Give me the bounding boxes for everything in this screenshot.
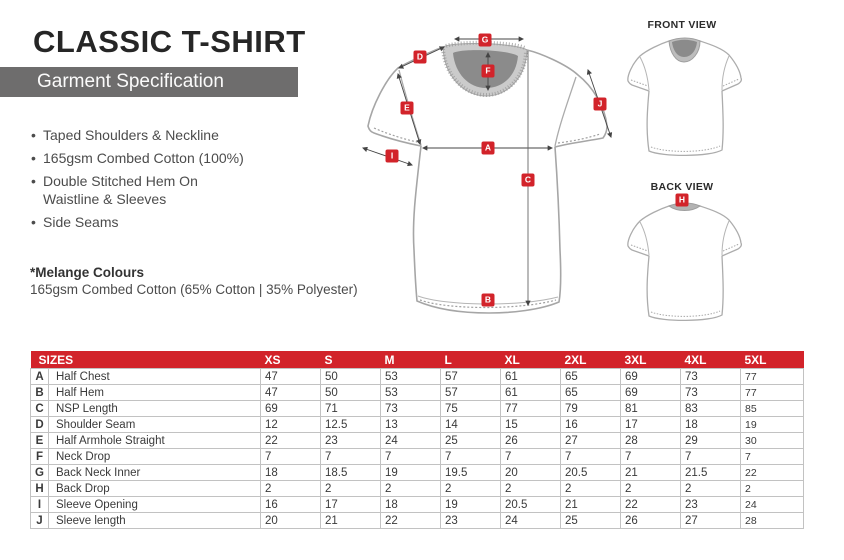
cell-value: 18 [381,497,441,513]
table-row [31,465,804,481]
column-header: XS [261,351,321,369]
cell-value: 2 [441,481,501,497]
cell-value: 22 [261,433,321,449]
cell-value: 7 [381,449,441,465]
column-header: S [321,351,381,369]
cell-value: 22 [381,513,441,529]
measure-label-E: E [401,102,414,115]
back-view-label: BACK VIEW [650,181,714,193]
cell-value: 7 [501,449,561,465]
cell-value: 61 [501,385,561,401]
table-row [31,481,804,497]
column-header: 2XL [561,351,621,369]
cell-value: 21.5 [681,465,741,481]
cell-value: 24 [381,433,441,449]
column-header: 4XL [681,351,741,369]
cell-letter: G [31,465,49,481]
measure-label-G: G [479,34,492,47]
cell-value: 20 [501,465,561,481]
cell-value: 53 [381,369,441,385]
cell-value: 20.5 [501,497,561,513]
cell-value: 7 [681,449,741,465]
cell-value: 73 [681,369,741,385]
cell-value: 16 [561,417,621,433]
cell-value: 30 [741,433,804,449]
measure-label-C: C [522,174,535,187]
cell-value: 17 [321,497,381,513]
cell-letter: J [31,513,49,529]
cell-measure-name: Neck Drop [49,449,261,465]
cell-value: 19 [381,465,441,481]
cell-value: 7 [261,449,321,465]
cell-value: 77 [741,385,804,401]
cell-value: 69 [621,369,681,385]
cell-measure-name: Half Hem [49,385,261,401]
table-row [31,433,804,449]
cell-value: 24 [741,497,804,513]
back-view-illustration [622,198,747,328]
table-row [31,369,804,385]
cell-measure-name: Back Neck Inner [49,465,261,481]
cell-value: 79 [561,401,621,417]
cell-value: 15 [501,417,561,433]
cell-measure-name: Half Armhole Straight [49,433,261,449]
table-row [31,513,804,529]
cell-value: 71 [321,401,381,417]
column-header: SIZES [31,351,261,369]
feature-item: • 165gsm Combed Cotton (100%) [30,149,248,167]
cell-value: 17 [621,417,681,433]
cell-value: 28 [621,433,681,449]
cell-value: 77 [741,369,804,385]
cell-value: 69 [621,385,681,401]
cell-value: 22 [621,497,681,513]
cell-value: 2 [261,481,321,497]
cell-letter: D [31,417,49,433]
measure-label-D: D [414,51,427,64]
cell-value: 2 [381,481,441,497]
cell-letter: C [31,401,49,417]
feature-item: • Taped Shoulders & Neckline [30,126,248,144]
page-title: CLASSIC T-SHIRT [33,24,306,59]
cell-letter: E [31,433,49,449]
cell-value: 61 [501,369,561,385]
cell-value: 25 [441,433,501,449]
table-row [31,497,804,513]
cell-letter: H [31,481,49,497]
size-table [30,351,804,529]
tshirt-measurement-diagram [340,0,640,340]
cell-value: 7 [621,449,681,465]
measure-label-F: F [482,65,495,78]
cell-letter: F [31,449,49,465]
cell-value: 25 [561,513,621,529]
cell-value: 12.5 [321,417,381,433]
cell-value: 19 [441,497,501,513]
cell-value: 57 [441,369,501,385]
cell-value: 29 [681,433,741,449]
cell-measure-name: Sleeve Opening [49,497,261,513]
melange-body: 165gsm Combed Cotton (65% Cotton | 35% Polyester) [30,282,358,297]
cell-value: 53 [381,385,441,401]
cell-value: 23 [441,513,501,529]
cell-value: 21 [321,513,381,529]
measure-label-I: I [386,150,399,163]
cell-value: 22 [741,465,804,481]
table-row [31,449,804,465]
cell-value: 19 [741,417,804,433]
column-header: L [441,351,501,369]
cell-value: 47 [261,369,321,385]
cell-value: 65 [561,369,621,385]
measure-label-B: B [482,294,495,307]
front-view-label: FRONT VIEW [647,19,717,31]
cell-value: 50 [321,385,381,401]
cell-measure-name: Back Drop [49,481,261,497]
front-view-illustration [622,33,747,163]
subtitle-banner: Garment Specification [0,67,298,97]
table-row [31,385,804,401]
cell-value: 27 [681,513,741,529]
cell-value: 47 [261,385,321,401]
cell-value: 2 [321,481,381,497]
cell-value: 20.5 [561,465,621,481]
cell-value: 14 [441,417,501,433]
cell-measure-name: Half Chest [49,369,261,385]
cell-value: 75 [441,401,501,417]
column-header: 5XL [741,351,804,369]
column-header: 3XL [621,351,681,369]
cell-value: 20 [261,513,321,529]
cell-value: 85 [741,401,804,417]
melange-note [30,264,358,298]
cell-value: 2 [621,481,681,497]
cell-value: 50 [321,369,381,385]
cell-value: 2 [501,481,561,497]
cell-letter: B [31,385,49,401]
size-table-header-row [31,351,804,369]
cell-value: 7 [741,449,804,465]
melange-title: *Melange Colours [30,265,145,280]
column-header: XL [501,351,561,369]
measure-label-A: A [482,142,495,155]
feature-list [30,126,248,236]
feature-item: • Side Seams [30,213,248,231]
cell-value: 77 [501,401,561,417]
cell-value: 13 [381,417,441,433]
cell-value: 73 [681,385,741,401]
cell-measure-name: Shoulder Seam [49,417,261,433]
measure-label-J: J [594,98,607,111]
cell-value: 23 [681,497,741,513]
size-table-body [31,369,804,529]
cell-value: 27 [561,433,621,449]
cell-value: 69 [261,401,321,417]
cell-value: 7 [561,449,621,465]
cell-value: 57 [441,385,501,401]
cell-value: 83 [681,401,741,417]
cell-value: 21 [561,497,621,513]
cell-value: 26 [501,433,561,449]
cell-value: 2 [561,481,621,497]
cell-letter: I [31,497,49,513]
cell-value: 23 [321,433,381,449]
cell-measure-name: NSP Length [49,401,261,417]
cell-value: 26 [621,513,681,529]
cell-value: 81 [621,401,681,417]
cell-letter: A [31,369,49,385]
cell-value: 65 [561,385,621,401]
cell-value: 19.5 [441,465,501,481]
cell-value: 2 [681,481,741,497]
cell-value: 73 [381,401,441,417]
table-row [31,417,804,433]
cell-value: 18 [681,417,741,433]
cell-value: 18 [261,465,321,481]
measure-label-H: H [676,194,689,207]
feature-item: • Double Stitched Hem On Waistline & Sleeves [30,172,248,208]
cell-value: 24 [501,513,561,529]
cell-value: 28 [741,513,804,529]
cell-value: 16 [261,497,321,513]
cell-value: 21 [621,465,681,481]
table-row [31,401,804,417]
cell-value: 18.5 [321,465,381,481]
cell-value: 7 [321,449,381,465]
cell-value: 12 [261,417,321,433]
cell-measure-name: Sleeve length [49,513,261,529]
column-header: M [381,351,441,369]
cell-value: 2 [741,481,804,497]
cell-value: 7 [441,449,501,465]
